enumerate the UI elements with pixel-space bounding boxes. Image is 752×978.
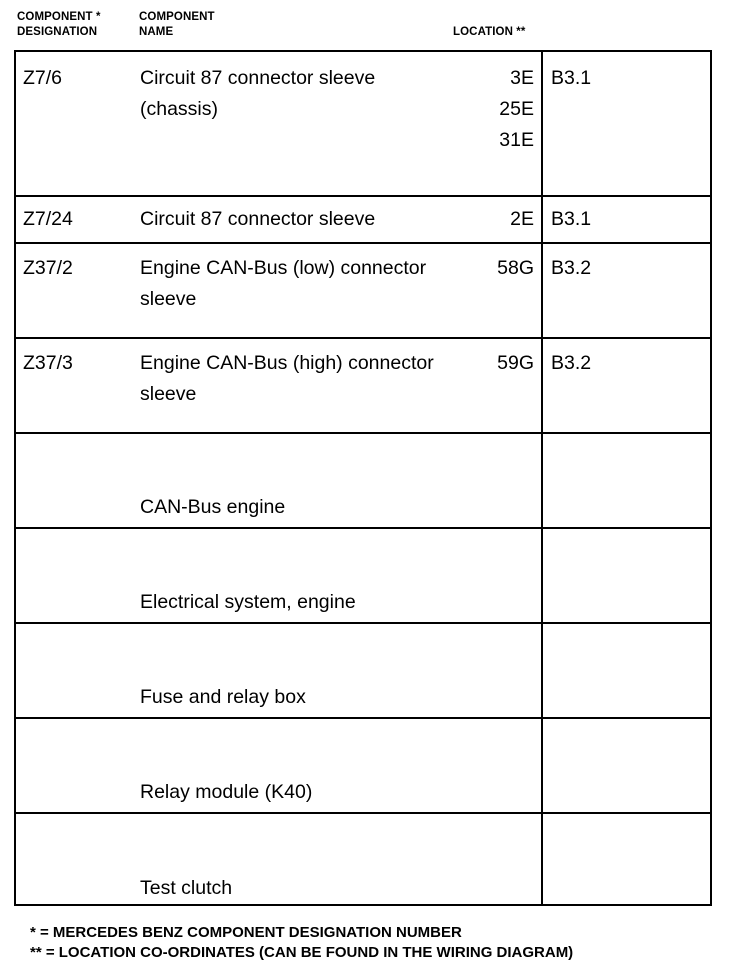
header-location: LOCATION ** xyxy=(453,26,526,38)
location-value: 25E xyxy=(499,98,534,120)
component-name: Circuit 87 connector sleeve (chassis) xyxy=(140,67,376,120)
location-value: 31E xyxy=(499,129,534,151)
footnote-location: ** = LOCATION CO-ORDINATES (CAN BE FOUND IN THE WIRING DIAGRAM) xyxy=(30,944,574,961)
group-label: Test clutch xyxy=(140,877,233,899)
component-name: Engine CAN-Bus (low) connector sleeve xyxy=(140,257,427,310)
location-list xyxy=(499,63,534,156)
header-component-designation xyxy=(17,10,101,40)
grid-reference: B3.2 xyxy=(551,257,592,279)
footnote-designation: * = MERCEDES BENZ COMPONENT DESIGNATION NUMBER xyxy=(30,924,462,941)
header-name-line2: NAME xyxy=(139,26,174,38)
column-divider xyxy=(541,434,543,527)
group-row xyxy=(16,434,710,529)
header-designation-line2: DESIGNATION xyxy=(17,26,98,38)
footnotes xyxy=(30,923,573,963)
column-divider xyxy=(541,244,543,337)
table-row xyxy=(16,52,710,197)
group-label: CAN-Bus engine xyxy=(140,496,286,518)
group-row xyxy=(16,529,710,624)
column-divider xyxy=(541,52,543,195)
column-divider xyxy=(541,197,543,242)
component-table xyxy=(14,50,712,906)
column-divider xyxy=(541,529,543,622)
group-label: Relay module (K40) xyxy=(140,781,313,803)
header-component-name xyxy=(139,10,215,40)
location-value: 59G xyxy=(497,352,534,374)
grid-reference: B3.1 xyxy=(551,67,592,89)
header-designation-line1: COMPONENT * xyxy=(17,11,101,23)
grid-reference: B3.1 xyxy=(551,208,592,230)
location-value: 2E xyxy=(510,208,534,230)
table-row xyxy=(16,244,710,339)
component-designation: Z7/6 xyxy=(23,67,63,89)
column-divider xyxy=(541,624,543,717)
column-divider xyxy=(541,339,543,432)
location-list xyxy=(497,253,534,284)
location-value: 58G xyxy=(497,257,534,279)
location-value: 3E xyxy=(510,67,534,89)
column-divider xyxy=(541,814,543,906)
group-label: Fuse and relay box xyxy=(140,686,306,708)
component-designation: Z7/24 xyxy=(23,208,73,230)
column-divider xyxy=(541,719,543,812)
location-list xyxy=(510,204,534,235)
table-row xyxy=(16,197,710,244)
group-row xyxy=(16,814,710,906)
location-list xyxy=(497,348,534,379)
table-row xyxy=(16,339,710,434)
grid-reference: B3.2 xyxy=(551,352,592,374)
component-name: Engine CAN-Bus (high) connector sleeve xyxy=(140,352,434,405)
component-name: Circuit 87 connector sleeve xyxy=(140,208,376,230)
header-name-line1: COMPONENT xyxy=(139,11,215,23)
group-row xyxy=(16,719,710,814)
group-label: Electrical system, engine xyxy=(140,591,356,613)
component-designation: Z37/3 xyxy=(23,352,73,374)
component-designation: Z37/2 xyxy=(23,257,73,279)
group-row xyxy=(16,624,710,719)
